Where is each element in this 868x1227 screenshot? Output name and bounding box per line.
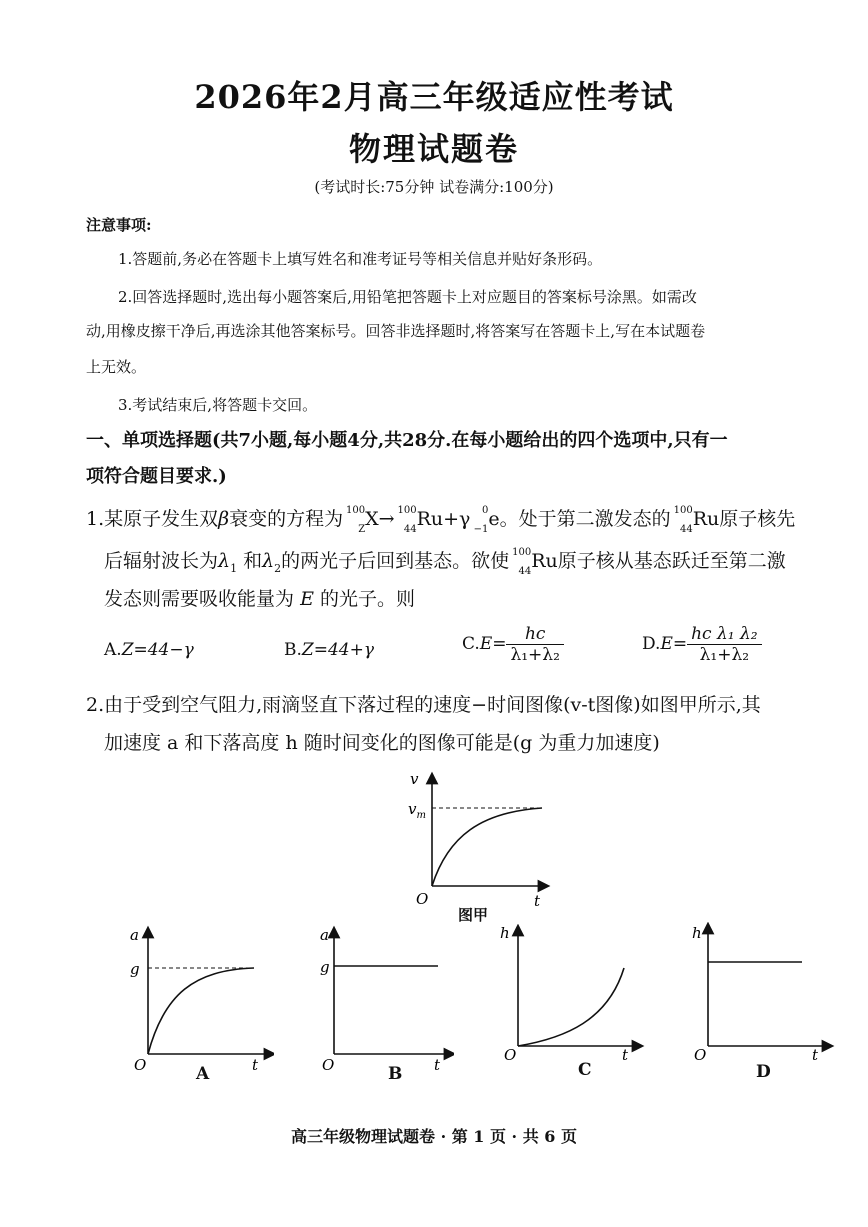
svg-text:h: h bbox=[500, 924, 510, 942]
svg-text:h: h bbox=[692, 924, 702, 942]
q2-line-2: 加速度 a 和下落高度 h 随时间变化的图像可能是(g 为重力加速度) bbox=[104, 732, 660, 754]
graph-c-label[interactable]: C bbox=[578, 1060, 592, 1080]
notice-item-2-line-3: 上无效。 bbox=[86, 358, 147, 376]
q1-option-d[interactable]: D.E= $\frac{\text{hc λ₁ λ₂}}{\text{λ₁+λ₂}}$ bbox=[642, 624, 762, 665]
velocity-curve bbox=[432, 808, 542, 886]
q1-line-3: 发态则需要吸收能量为 E 的光子。则 bbox=[104, 588, 415, 610]
graph-c[interactable] bbox=[496, 924, 646, 1074]
q1-option-a[interactable]: A.Z=44−γ bbox=[104, 640, 194, 660]
svg-text:O: O bbox=[504, 1046, 517, 1064]
graph-d-label[interactable]: D bbox=[756, 1062, 771, 1082]
q1-line-2: 后辐射波长为$\lambda_1$ 和$\lambda_2$的两光子后回到基态。欲使 100 44 Ru原子核从基态跃迁至第二激 bbox=[104, 547, 786, 577]
svg-text:g: g bbox=[130, 960, 140, 978]
exam-subtitle: 物理试题卷 bbox=[348, 130, 519, 168]
section-heading-line-1: 一、单项选择题(共7小题,每小题4分,共28分.在每小题给出的四个选项中,只有一 bbox=[86, 430, 728, 451]
svg-text:O: O bbox=[134, 1056, 147, 1074]
notice-item-2-line-2: 动,用橡皮擦干净后,再选涂其他答案标号。回答非选择题时,将答案写在答题卡上,写在本试题卷 bbox=[86, 322, 706, 340]
svg-text:t: t bbox=[622, 1046, 629, 1064]
page-footer: 高三年级物理试题卷 · 第 1 页 · 共 6 页 bbox=[291, 1127, 577, 1146]
notice-item-2-line-1: 2.回答选择题时,选出每小题答案后,用铅笔把答题卡上对应题目的答案标号涂黑。如需改 bbox=[118, 288, 697, 306]
section-heading-line-2: 项符合题目要求.) bbox=[86, 466, 227, 487]
vm-label: $v_m$ bbox=[408, 800, 426, 821]
q1-option-c[interactable]: C.E= $\frac{hc}{\text{λ₁+λ₂}}$ bbox=[462, 624, 564, 665]
notice-item-3: 3.考试结束后,将答题卡交回。 bbox=[118, 396, 318, 414]
curve bbox=[518, 968, 624, 1046]
figure-caption: 图甲 bbox=[458, 906, 489, 924]
q2-line-1: 2.由于受到空气阻力,雨滴竖直下落过程的速度−时间图像(v-t图像)如图甲所示,其 bbox=[86, 694, 761, 716]
svg-text:a: a bbox=[130, 926, 139, 944]
notice-item-1: 1.答题前,务必在答题卡上填写姓名和准考证号等相关信息并贴好条形码。 bbox=[118, 250, 603, 268]
nuclide-x-indices: 100 Z bbox=[346, 505, 366, 535]
graph-b[interactable] bbox=[304, 924, 454, 1074]
svg-text:g: g bbox=[320, 958, 330, 976]
graph-a-label[interactable]: A bbox=[196, 1064, 210, 1084]
x-axis-label: t bbox=[534, 892, 541, 910]
svg-text:t: t bbox=[812, 1046, 819, 1064]
y-axis-label: v bbox=[410, 770, 419, 788]
exam-title: 2026年2月高三年级适应性考试 bbox=[194, 78, 674, 116]
svg-text:t: t bbox=[434, 1056, 441, 1074]
svg-text:a: a bbox=[320, 926, 329, 944]
graph-d[interactable] bbox=[688, 922, 838, 1072]
graph-b-label[interactable]: B bbox=[388, 1064, 403, 1084]
graph-a[interactable] bbox=[124, 924, 274, 1074]
exam-info: (考试时长:75分钟 试卷满分:100分) bbox=[314, 178, 554, 196]
svg-text:O: O bbox=[694, 1046, 707, 1064]
svg-text:t: t bbox=[252, 1056, 259, 1074]
curve bbox=[148, 968, 254, 1054]
notice-heading: 注意事项: bbox=[86, 216, 152, 234]
origin-label: O bbox=[416, 890, 429, 908]
q1-line-1: 1.某原子发生双β衰变的方程为 100 Z X→ 100 44 Ru+γ 0 −1 e。处于第二激发态的 100 44 Ru原子核先 bbox=[86, 505, 796, 535]
svg-text:O: O bbox=[322, 1056, 335, 1074]
q1-option-b[interactable]: B.Z=44+γ bbox=[284, 640, 374, 660]
